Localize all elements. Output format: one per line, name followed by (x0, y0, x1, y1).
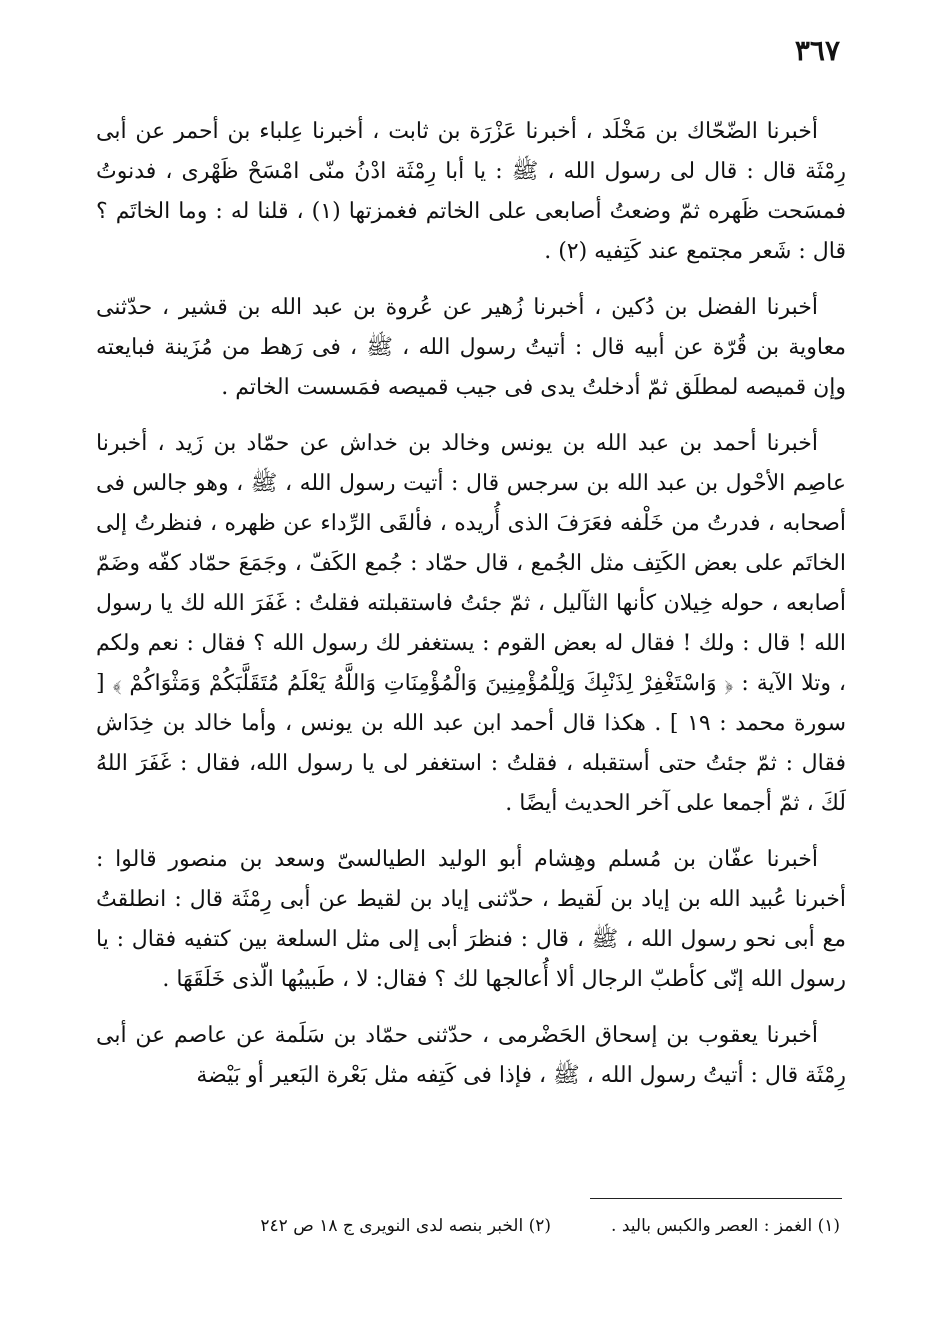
paragraph: أخبرنا الضّحّاك بن مَخْلَد ، أخبرنا عَزْرَة بن ثابت ، أخبرنا عِلباء بن أحمر عن أبى رِمْثَة قال : قال لى رسول الله ، ﷺ : يا أبا رِمْثَة ادْنُ منّى امْسَحْ ظَهْرى ، فدنوتُ فمسَحت ظَهره ثمّ وضعتُ أصابعى على الخاتم فغمزتها (١) ، قلنا له : وما الخاتَم ؟ قال : شَعر مجتمع عند كَتِفيه (٢) . (96, 119, 846, 264)
page-number: ٣٦٧ (794, 34, 840, 67)
footnote-1: (١) الغمز : العصر والكبس باليد . (611, 1216, 840, 1236)
paragraph: أخبرنا يعقوب بن إسحاق الحَضْرمى ، حدّثنى حمّاد بن سَلَمة عن عاصم عن أبى رِمْثَة قال : أتيتُ رسول الله ، ﷺ ، فإذا فى كَتِفه مثل بَعْرة البَعير أو بَيْضة (96, 1023, 846, 1088)
paragraph: أخبرنا عفّان بن مُسلم وهِشام أبو الوليد الطيالسىّ وسعد بن منصور قالوا : أخبرنا عُبيد الله بن إياد بن لَقيط ، حدّثنى إياد بن لقيط عن أبى رِمْثَة قال : انطلقتُ مع أبى نحو رسول الله ، ﷺ ، قال : فنظرَ أبى إلى مثل السلعة بين كتفيه فقال : يا رسول الله إنّى كأطبّ الرجال ألا أُعالجها لك ؟ فقال: لا ، طَبيبُها الّذى خَلَقَهَا . (96, 847, 846, 992)
paragraph: أخبرنا الفضل بن دُكين ، أخبرنا زُهير عن عُروة بن عبد الله بن قشير ، حدّثنى معاوية بن قُرّة عن أبيه قال : أتيتُ رسول الله ، ﷺ ، فى رَهط من مُزَينة فبايعته وإن قميصه لمطلَق ثمّ أدخلتُ يدى فى جيب قميصه فمَسست الخاتم . (96, 295, 846, 400)
footnote-divider (590, 1198, 842, 1199)
body-text (96, 112, 846, 1112)
paragraph: أخبرنا أحمد بن عبد الله بن يونس وخالد بن خداش عن حمّاد بن زَيد ، أخبرنا عاصِم الأحْول بن عبد الله بن سرجس قال : أتيت رسول الله ، ﷺ ، وهو جالس فى أصحابه ، فدرتُ من خَلْفه فعَرَفَ الذى أُريده ، فألقَى الرِّداء عن ظهره ، فنظرتُ إلى الخاتَم على بعض الكَتِف مثل الجُمع ، قال حمّاد : جُمع الكَفّ ، وجَمَعَ حمّاد كفّه وضَمّ أصابعه ، حوله خِيلان كأنها الثآليل ، ثمّ جئتُ فاستقبلته فقلتُ : غَفَرَ الله لك يا رسول الله ! قال : ولك ! فقال له بعض القوم : يستغفر لك رسول الله ؟ فقال : نعم ولكم ، وتلا الآية : ﴿ وَاسْتَغْفِرْ لِذَنْبِكَ وَلِلْمُؤْمِنِينَ وَالْمُؤْمِنَاتِ وَاللَّهُ يَعْلَمُ مُتَقَلَّبَكُمْ وَمَثْوَاكُمْ ﴾ [ سورة محمد : ١٩ ] . هكذا قال أحمد ابن عبد الله بن يونس ، وأما خالد بن خِدَاش فقال : ثمّ جئتُ حتى أستقبله ، فقلتُ : استغفر لى يا رسول الله، فقال : غَفَرَ اللهُ لَكَ ، ثمّ أجمعا على آخر الحديث أيضًا . (96, 431, 846, 816)
footnotes (100, 1212, 840, 1240)
footnote-2: (٢) الخبر بنصه لدى النويرى ج ١٨ ص ٢٤٢ (260, 1216, 552, 1236)
